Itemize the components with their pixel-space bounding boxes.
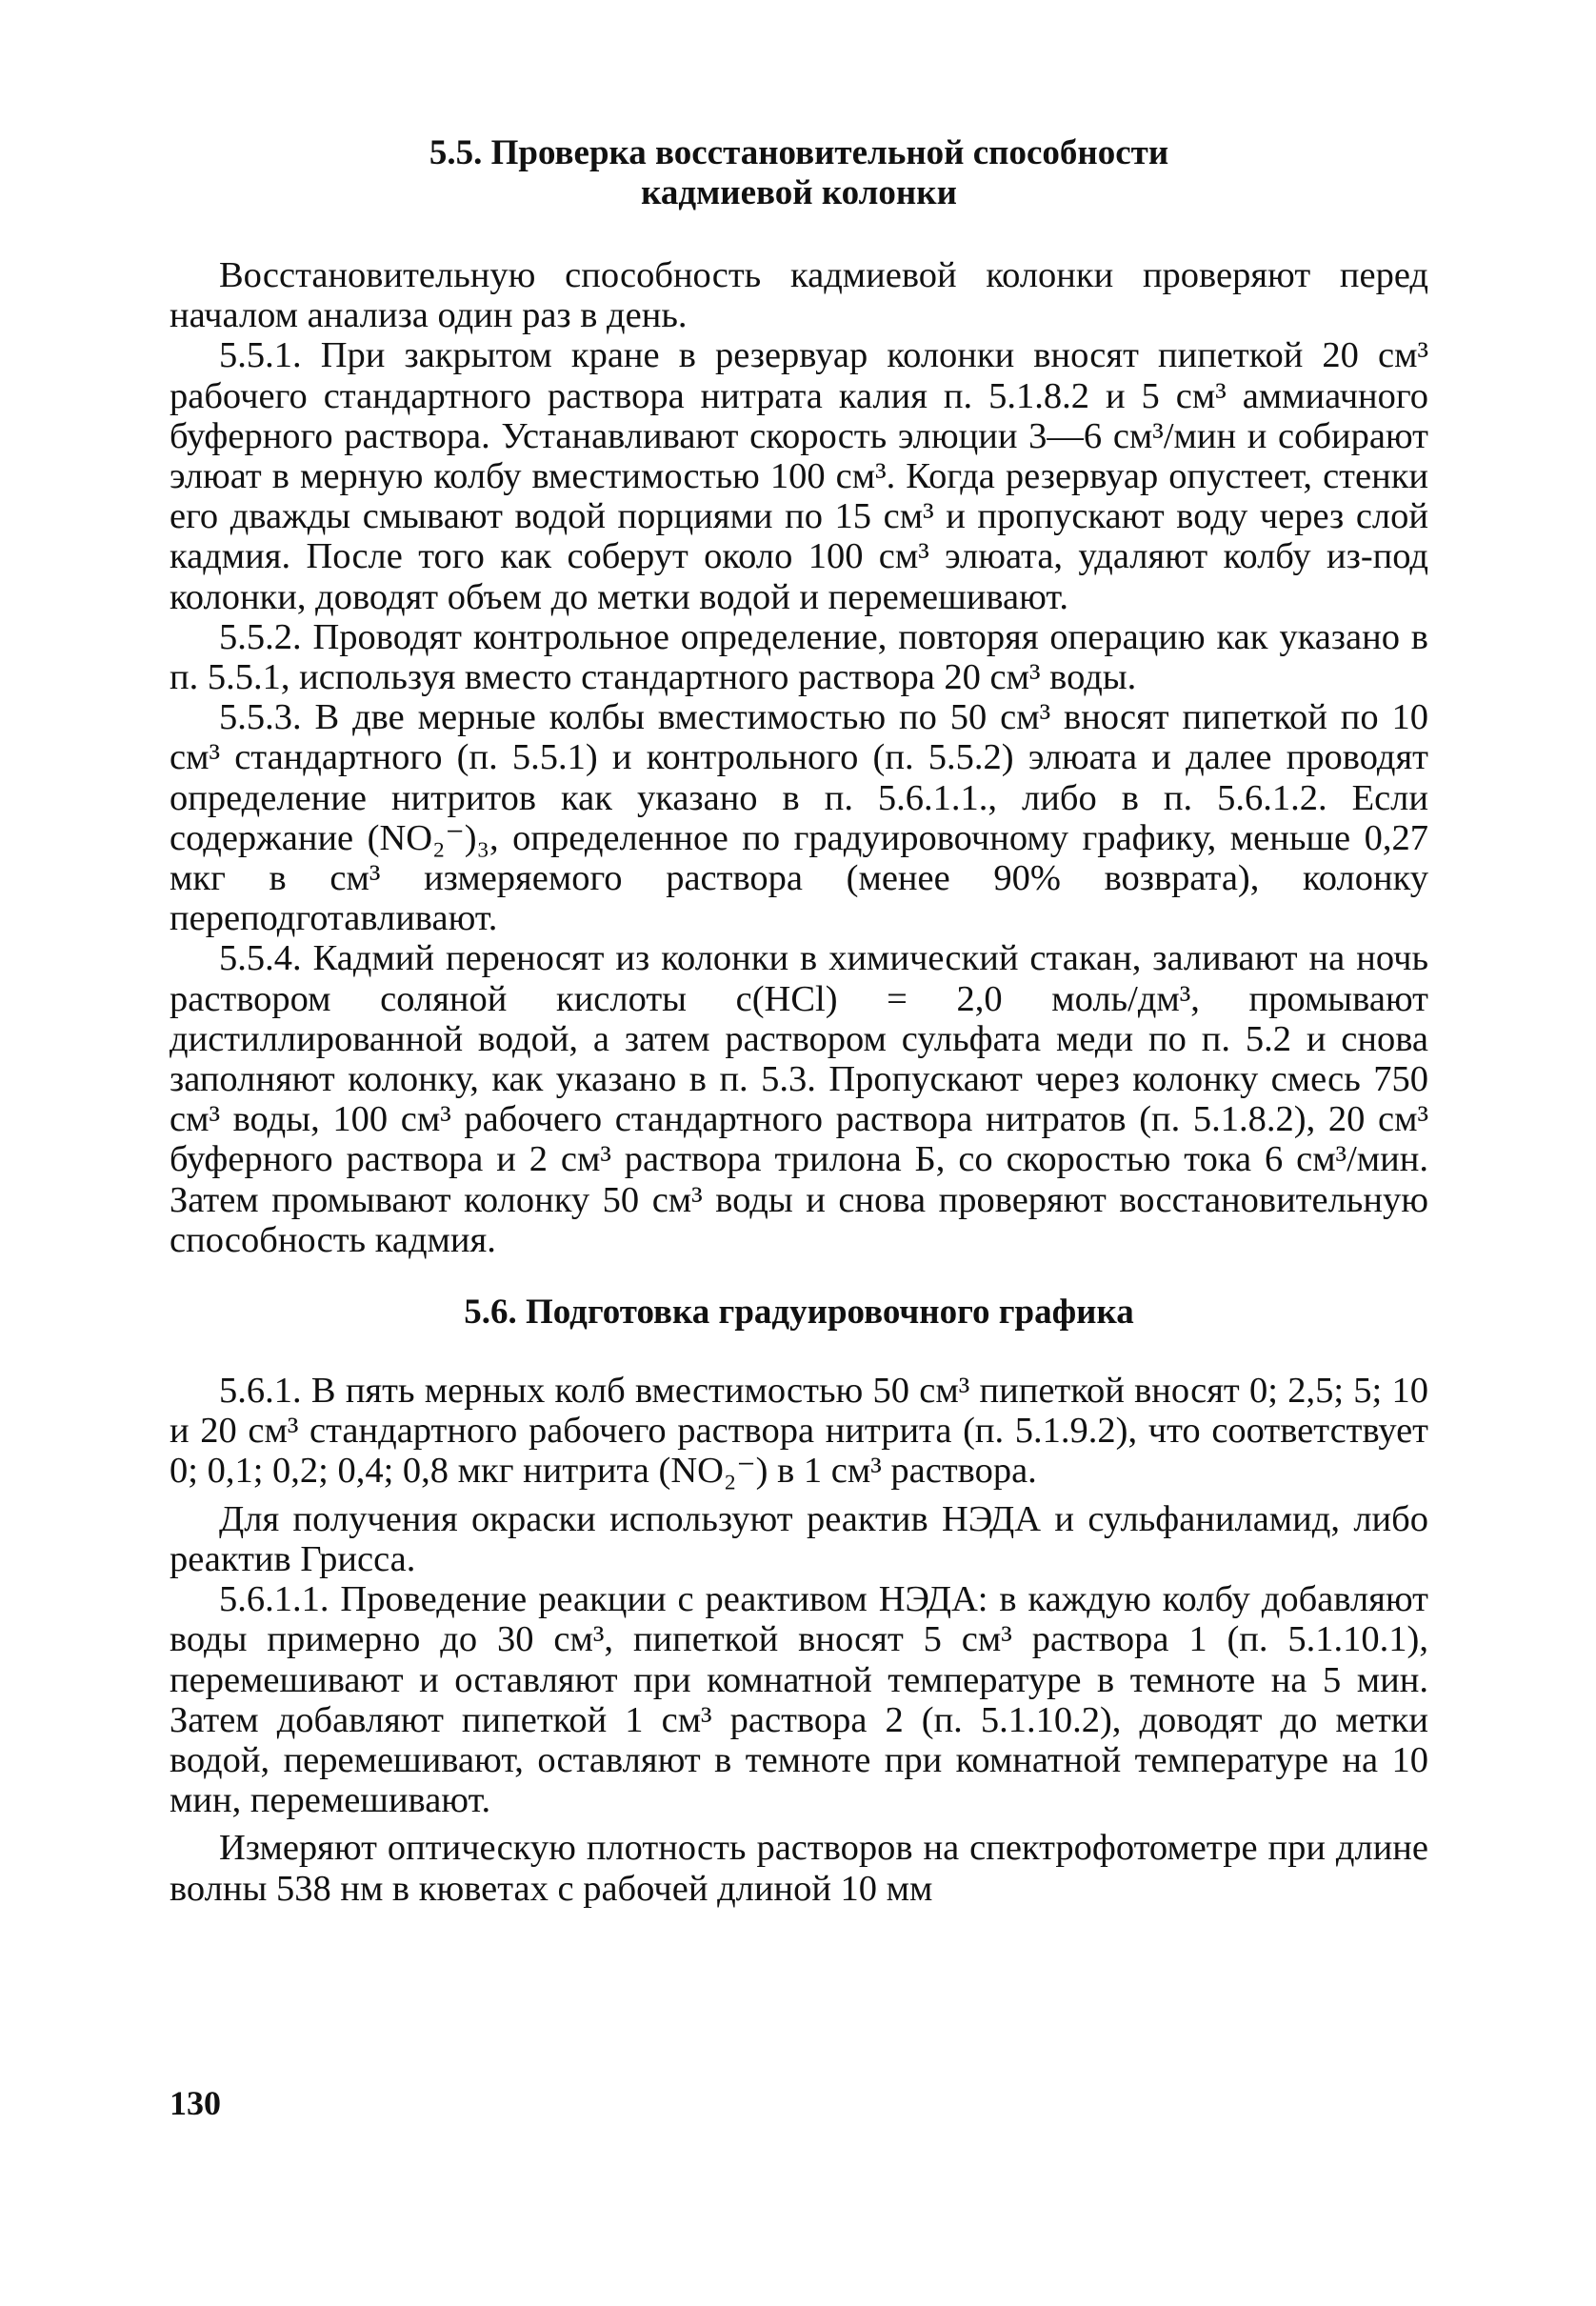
page-number: 130 xyxy=(170,2084,221,2122)
section-5-5-title-line1: 5.5. Проверка восстановительной способности xyxy=(429,133,1169,172)
paragraph-measure: Измеряют оптическую плотность растворов на спектрофотометре при длине волны 538 нм в кюветах с рабочей длиной 10 мм xyxy=(170,1828,1428,1909)
paragraph-reagents: Для получения окраски используют реактив НЭДА и сульфаниламид, либо реактив Грисса. xyxy=(170,1498,1428,1579)
paragraph-5-5-3: 5.5.3. В две мерные колбы вместимостью по 50 см³ вносят пипеткой по 10 см³ стандартного (п. 5.5.1) и контрольного (п. 5.5.2) элюата и далее проводят определение нитритов как указано в п. 5.6.1.1., либо в п. 5.6.1.2. Если содержание (NO₂⁻)₃, определенное по градуировочному графику, меньше 0,27 мкг в см³ измеряемого раствора (менее 90% возврата), колонку переподготавливают. xyxy=(170,697,1428,939)
paragraph-intro: Восстановительную способность кадмиевой колонки проверяют перед началом анализа один раз в день. xyxy=(170,255,1428,336)
paragraph-5-6-1: 5.6.1. В пять мерных колб вместимостью 50 см³ пипеткой вносят 0; 2,5; 5; 10 и 20 см³ стандартного рабочего раствора нитрита (п. 5.1.9.2), что соответствует 0; 0,1; 0,2; 0,4; 0,8 мкг нитрита (NO₂⁻) в 1 см³ раствора. xyxy=(170,1371,1428,1492)
section-5-6-title: 5.6. Подготовка градуировочного графика xyxy=(464,1293,1134,1333)
paragraph-5-5-4: 5.5.4. Кадмий переносят из колонки в химический стакан, заливают на ночь раствором соляной кислоты с(HCl) = 2,0 моль/дм³, промывают дистиллированной водой, а затем раствором сульфата меди по п. 5.2 и снова заполняют колонку, как указано в п. 5.3. Пропускают через колонку смесь 750 см³ воды, 100 см³ рабочего стандартного раствора нитратов (п. 5.1.8.2), 20 см³ буферного раствора и 2 см³ раствора трилона Б, со скоростью тока 6 см³/мин. Затем промывают колонку 50 см³ воды и снова проверяют восстановительную способность кадмия. xyxy=(170,938,1428,1260)
section-5-5-title xyxy=(170,133,1428,213)
document-page xyxy=(170,133,1428,1909)
section-5-5-title-line2: кадмиевой колонки xyxy=(641,173,957,212)
paragraph-5-5-2: 5.5.2. Проводят контрольное определение, повторяя операцию как указано в п. 5.5.1, используя вместо стандартного раствора 20 см³ воды. xyxy=(170,616,1428,698)
paragraph-5-6-1-1: 5.6.1.1. Проведение реакции с реактивом НЭДА: в каждую колбу добавляют воды примерно до 30 см³, пипеткой вносят 5 см³ раствора 1 (п. 5.1.10.1), перемешивают и оставляют при комнатной температуре в темноте на 5 мин. Затем добавляют пипеткой 1 см³ раствора 2 (п. 5.1.10.2), доводят до метки водой, перемешивают, оставляют в темноте при комнатной температуре на 10 мин, перемешивают. xyxy=(170,1579,1428,1821)
paragraph-5-5-1: 5.5.1. При закрытом кране в резервуар колонки вносят пипеткой 20 см³ рабочего стандартного раствора нитрата калия п. 5.1.8.2 и 5 см³ аммиачного буферного раствора. Устанавливают скорость элюции 3—6 см³/мин и собирают элюат в мерную колбу вместимостью 100 см³. Когда резервуар опустеет, стенки его дважды смывают водой порциями по 15 см³ и пропускают воду через слой кадмия. После того как соберут около 100 см³ элюата, удаляют колбу из-под колонки, доводят объем до метки водой и перемешивают. xyxy=(170,335,1428,617)
